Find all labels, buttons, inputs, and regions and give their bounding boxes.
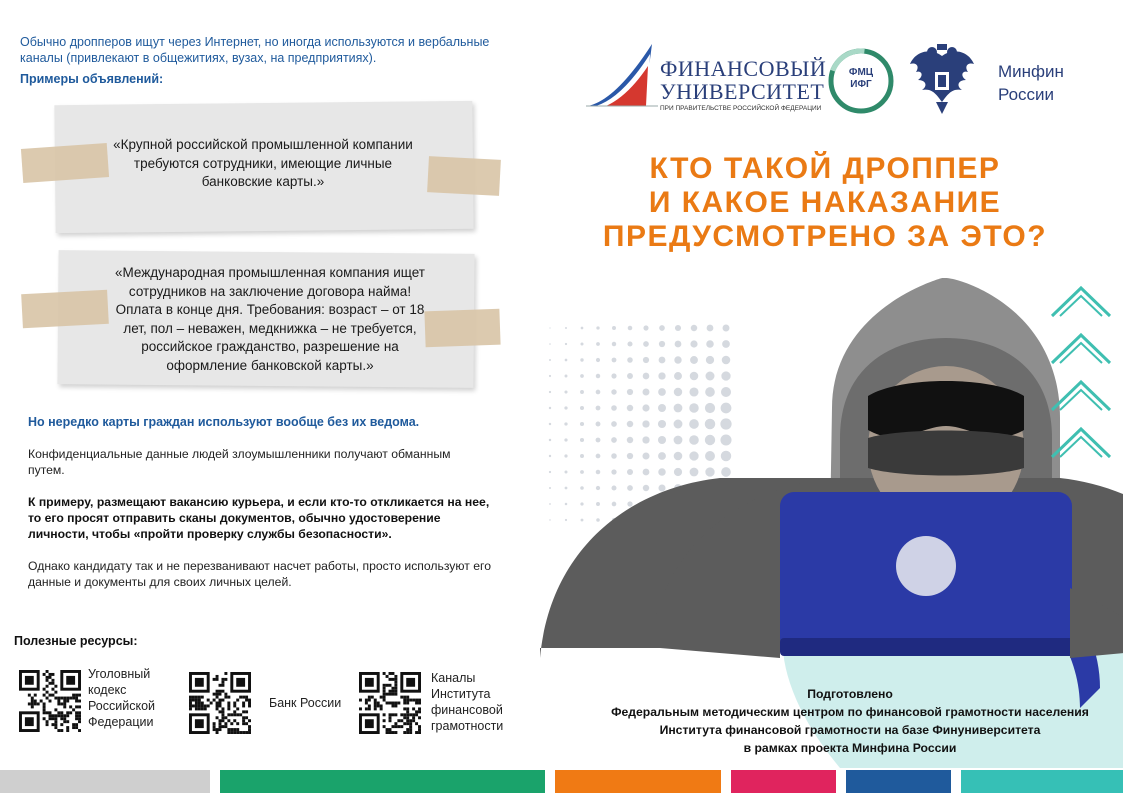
ad-line: «Международная промышленная компания ищет [115,265,425,280]
qr-code[interactable] [19,670,81,732]
logo-text: Минфин [998,62,1064,81]
footer-bar-pink [731,770,836,793]
logo-text: ФМЦ [848,67,874,78]
paragraph-3: Однако кандидату так и не перезванивают насчет работы, просто используют его данные и документы для своих личных целей. [28,559,491,589]
credits-line: в рамках проекта Минфина России [743,741,957,755]
footer-bar-teal [961,770,1123,793]
resource-label-criminal-code[interactable] [88,666,155,730]
footer-bar-gray [0,770,210,793]
credits-line: Федеральным методическим центром по финансовой грамотности населения [611,705,1089,719]
chevron-up-icon [1046,278,1116,323]
logo-subtext: ПРИ ПРАВИТЕЛЬСТВЕ РОССИЙСКОЙ ФЕДЕРАЦИИ [660,105,822,112]
chevron-up-icon [1046,325,1116,370]
ad-line: оформление банковской карты.» [166,357,374,373]
resource-line: Уголовный [88,667,151,681]
resources-heading: Полезные ресурсы: [14,634,138,648]
fin-university-emblem-icon [586,42,658,110]
minfin-name [998,60,1064,106]
credits-line: Подготовлено [807,687,893,701]
ad-text-2 [70,264,470,375]
chevron-up-icon [1046,372,1116,417]
ad-line: требуются сотрудники, имеющие личные [133,155,393,171]
footer-bar-orange [555,770,721,793]
examples-heading: Примеры объявлений: [20,72,164,86]
paragraph-2: К примеру, размещают вакансию курьера, и если кто-то откликается на нее, то его просят отправить сканы документов, обычно удостоверение личности, чтобы «пройти проверку службы безопасности». [28,495,490,541]
resource-line: Каналы [431,671,476,685]
resource-label-institute-channels[interactable] [431,670,503,734]
resource-line: кодекс [88,683,127,697]
resource-label-bank-of-russia[interactable] [269,695,341,711]
double-headed-eagle-icon [906,42,978,116]
page-title-line-2: И КАКОЕ НАКАЗАНИЕ [648,186,1002,219]
credits-line: Института финансовой грамотности на базе Финуниверситета [659,723,1041,737]
ad-line: сотрудников на заключение договора найма! [128,283,412,299]
ad-line: лет, пол – неважен, медкнижка – не требуется, [123,320,417,336]
fmc-ifg-text [827,67,895,91]
intro-text: Обычно дропперов ищут через Интернет, но иногда используются и вербальные каналы (привлекают в общежитиях, вузах, на предприятиях). [20,35,490,65]
resource-line: Федерации [88,715,154,729]
page-title-line-3: ПРЕДУСМОТРЕНО ЗА ЭТО? [602,220,1048,253]
resource-line: Института [431,687,491,701]
chevron-up-icon [1046,419,1116,464]
resource-line: финансовой [431,703,503,717]
footer-bar-green [220,770,545,793]
qr-code[interactable] [189,672,251,734]
ad-line: Оплата в конце дня. Требования: возраст – от 18 [115,302,425,317]
credits-block [585,685,1115,757]
paragraph-1: Конфиденциальные данные людей злоумышленники получают обманным путем. [28,447,451,477]
fin-university-name [660,58,826,114]
logo-text: ИФГ [850,79,872,90]
footer-bar-blue [846,770,951,793]
logo-text: России [998,85,1055,104]
resource-line: Банк России [269,696,342,710]
ad-line: «Крупной российской промышленной компании [113,137,413,152]
highlight-text: Но нередко карты граждан используют вообще без их ведома. [28,415,420,429]
qr-code[interactable] [359,672,421,734]
resource-line: грамотности [431,719,504,733]
ad-line: банковские карты.» [201,174,325,189]
resource-line: Российской [88,699,155,713]
page-title-line-1: КТО ТАКОЙ ДРОППЕР [649,152,1001,185]
ad-text-1 [78,136,448,192]
logo-text: ФИНАНСОВЫЙ [660,56,827,81]
ad-line: российское гражданство, разрешение на [141,339,399,354]
logo-text: УНИВЕРСИТЕТ [660,79,825,104]
